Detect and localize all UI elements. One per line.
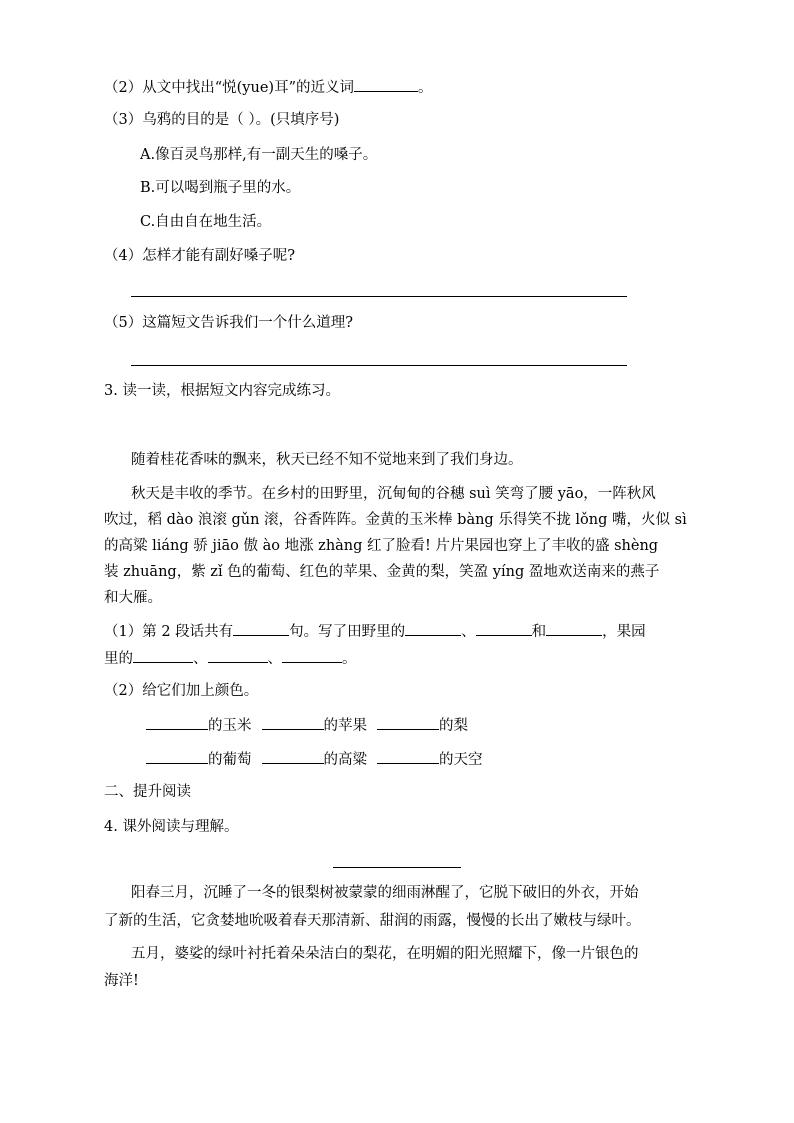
answer-blank[interactable] xyxy=(133,648,193,663)
option-c: C.自由自在地生活。 xyxy=(140,214,272,230)
option-b: B.可以喝到瓶子里的水。 xyxy=(140,180,301,196)
answer-blank[interactable] xyxy=(282,648,342,663)
answer-line[interactable] xyxy=(131,365,627,366)
answer-blank[interactable] xyxy=(146,749,208,764)
passage-line: 的高粱 liáng 骄 jiāo 傲 ào 地涨 zhàng 红了脸看! 片片果园也穿上了丰收的盛 shèng xyxy=(104,538,659,554)
passage-line: 阳春三月，沉睡了一冬的银梨树被蒙蒙的细雨淋醒了，它脱下破旧的外衣，开始 xyxy=(131,885,639,901)
answer-blank[interactable] xyxy=(377,749,439,764)
answer-blank[interactable] xyxy=(405,621,461,636)
passage-line: 秋天是丰收的季节。在乡村的田野里，沉甸甸的谷穗 suì 笑弯了腰 yāo，一阵秋风 xyxy=(131,486,656,502)
passage-line: 海洋! xyxy=(104,973,139,989)
question-3-heading: 3. 读一读，根据短文内容完成练习。 xyxy=(104,383,340,399)
option-a: A.像百灵鸟那样,有一副天生的嗓子。 xyxy=(140,147,378,163)
passage-line: 装 zhuāng，紫 zǐ 色的葡萄、红色的苹果、金黄的梨，笑盈 yíng 盈地欢送南来的燕子 xyxy=(104,564,660,580)
passage-line: 和大雁。 xyxy=(104,590,162,606)
passage-paragraph: 随着桂花香味的飘来，秋天已经不知不觉地来到了我们身边。 xyxy=(131,452,523,468)
answer-blank[interactable] xyxy=(262,715,324,730)
question-2-3: （3）乌鸦的目的是（ ）。(只填序号) xyxy=(104,112,340,128)
answer-blank[interactable] xyxy=(262,749,324,764)
answer-line[interactable] xyxy=(131,296,627,297)
answer-blank[interactable] xyxy=(546,621,602,636)
color-fill-row: 的玉米 的苹果 的梨 xyxy=(146,715,468,736)
answer-blank[interactable] xyxy=(377,715,439,730)
question-2-4: （4）怎样才能有副好嗓子呢? xyxy=(104,248,295,264)
answer-blank[interactable] xyxy=(146,715,208,730)
answer-blank[interactable] xyxy=(208,648,268,663)
passage-line: 吹过，稻 dào 浪滚 gǔn 滚，谷香阵阵。金黄的玉米棒 bàng 乐得笑不拢 lǒng 嘴，火似 sì xyxy=(104,512,687,528)
question-2-2: （2）从文中找出“悦(yue)耳”的近义词 。 xyxy=(104,77,432,98)
section-title: 二、提升阅读 xyxy=(104,784,191,800)
passage-line: 了新的生活，它贪婪地吮吸着春天那清新、甜润的雨露，慢慢的长出了嫩枝与绿叶。 xyxy=(104,913,641,929)
answer-blank[interactable] xyxy=(233,621,289,636)
title-blank[interactable] xyxy=(333,867,461,868)
question-3-1-cont: 里的 、 、 。 xyxy=(104,648,357,669)
question-2-5: （5）这篇短文告诉我们一个什么道理? xyxy=(104,315,353,331)
passage-line: 五月，婆娑的绿叶衬托着朵朵洁白的梨花，在明媚的阳光照耀下，像一片银色的 xyxy=(131,946,639,962)
answer-blank[interactable] xyxy=(354,77,418,92)
question-3-1: （1）第 2 段话共有 句。写了田野里的 、 和 ，果园 xyxy=(104,621,646,642)
question-4-heading: 4. 课外阅读与理解。 xyxy=(104,819,239,835)
color-fill-row: 的葡萄 的高粱 的天空 xyxy=(146,749,483,770)
answer-blank[interactable] xyxy=(476,621,532,636)
question-3-2: （2）给它们加上颜色。 xyxy=(104,683,259,699)
